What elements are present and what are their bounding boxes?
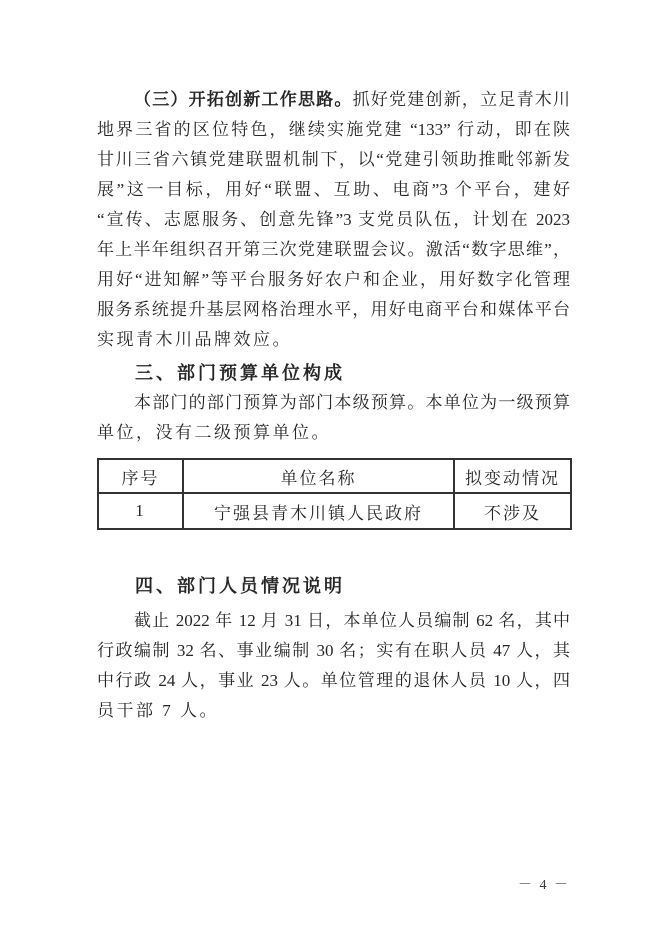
paragraph-line: 员干部 7 人。 xyxy=(97,701,219,720)
paragraph-budget-unit xyxy=(97,388,570,448)
table-header-serial: 序号 xyxy=(98,459,183,493)
page-content xyxy=(97,85,570,726)
table-cell-unit-name: 宁强县青木川镇人民政府 xyxy=(183,493,454,529)
table-header-change: 拟变动情况 xyxy=(454,459,571,493)
paragraph-line: 甘川三省六镇党建联盟机制下，以“党建引领助推毗邻新发 xyxy=(97,150,570,169)
paragraph-line: 年上半年组织召开第三次党建联盟会议。激活“数字思维”， xyxy=(97,240,570,259)
paragraph-line: 地界三省的区位特色，继续实施党建 “133” 行动，即在陕 xyxy=(97,120,570,139)
table-header-row xyxy=(98,459,571,493)
line-text: 抓好党建创新，立足青木川 xyxy=(352,90,571,109)
table-cell-serial: 1 xyxy=(98,493,183,529)
paragraph-personnel xyxy=(97,606,570,726)
paragraph-line: 单位，没有二级预算单位。 xyxy=(97,423,331,442)
section-heading-budget-unit: 三、部门预算单位构成 xyxy=(135,363,345,383)
paragraph-line: 展”这一目标，用好“联盟、互助、电商”3 个平台，建好 xyxy=(97,180,570,199)
section-heading-personnel: 四、部门人员情况说明 xyxy=(135,576,345,596)
bold-lead-text: （三）开拓创新工作思路。 xyxy=(134,90,353,109)
paragraph-line: 行政编制 32 名、事业编制 30 名；实有在职人员 47 人，其 xyxy=(97,641,570,660)
paragraph-line: “宣传、志愿服务、创意先锋”3 支党员队伍，计划在 2023 xyxy=(97,210,570,229)
paragraph-line: 本部门的部门预算为部门本级预算。本单位为一级预算 xyxy=(134,393,570,412)
table-cell-change: 不涉及 xyxy=(454,493,571,529)
paragraph-line xyxy=(97,85,570,115)
budget-unit-table xyxy=(97,458,572,530)
table-row xyxy=(98,493,571,529)
page-number: － 4 － xyxy=(518,878,570,893)
paragraph-line: 用好“进知解”等平台服务好农户和企业，用好数字化管理 xyxy=(97,270,570,289)
paragraph-line: 服务系统提升基层网格治理水平，用好电商平台和媒体平台 xyxy=(97,300,570,319)
table-header-unit-name: 单位名称 xyxy=(183,459,454,493)
paragraph-line: 实现青木川品牌效应。 xyxy=(97,330,292,349)
paragraph-line: 截止 2022 年 12 月 31 日，本单位人员编制 62 名，其中 xyxy=(134,611,570,630)
paragraph-line: 中行政 24 人，事业 23 人。单位管理的退休人员 10 人，四 xyxy=(97,671,570,690)
paragraph-innovation xyxy=(97,85,570,355)
